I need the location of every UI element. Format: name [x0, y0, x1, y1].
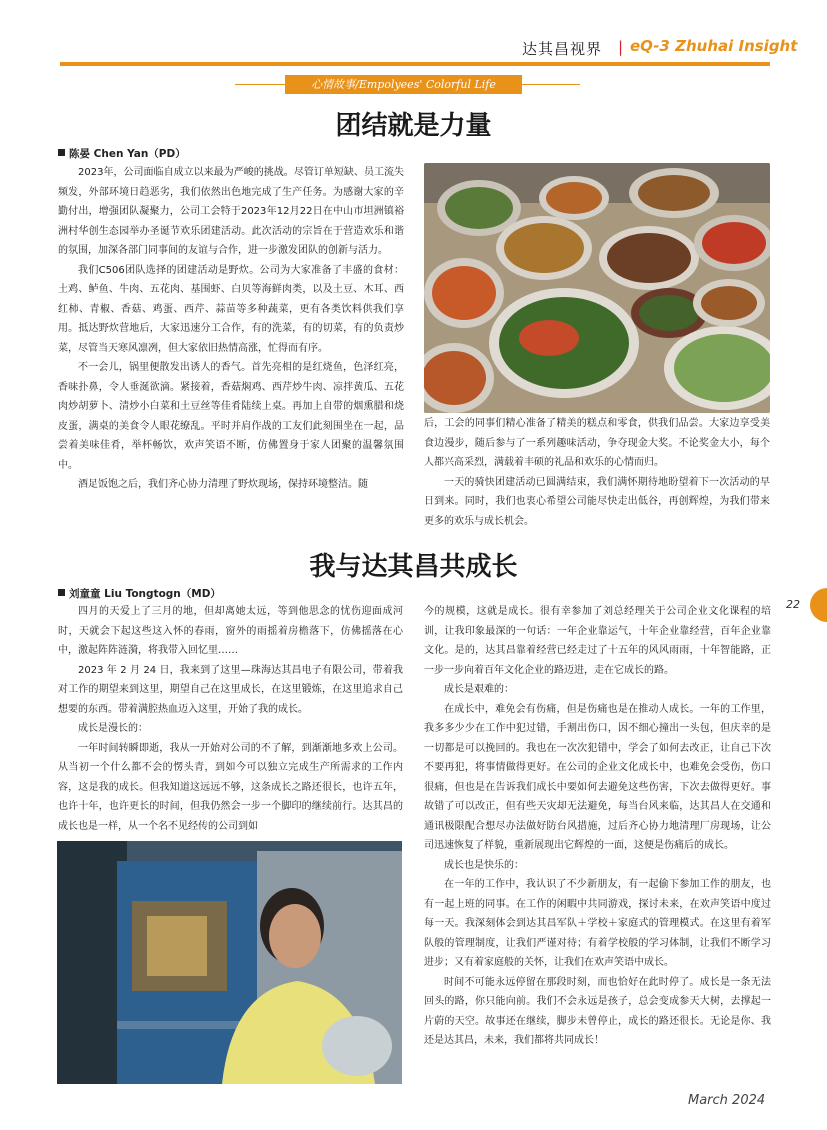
worker-at-machine-photo	[57, 841, 402, 1084]
article1-author	[58, 146, 186, 161]
factory-worker-illustration	[57, 841, 402, 1084]
paragraph: 2023 年 2 月 24 日，我来到了这里—珠海达其昌电子有限公司，带着我对工作的期望来到这里，期望自己在这里成长，在这里锻炼，在这里追求自己想要的东西。带着满腔热血迈入这里，开始了我的成长。	[58, 664, 403, 715]
magazine-name-en: eQ-3 Zhuhai Insight	[630, 37, 798, 55]
paragraph: 在一年的工作中，我认识了不少新朋友，有一起偷下参加工作的朋友，也有一起上班的同事。在工作的闲暇中共同游戏，探讨未来，在欢声笑语中度过每一天。我深刻体会到达其昌军队＋学校＋家庭式的管理模式。在这里有着军队般的管理制度，让我们严谨对待；有着学校般的学习体制，让我们不断学习进步；又有着家庭般的关怀，让我们在欢声笑语中成长。	[424, 879, 771, 968]
paragraph: 四月的天爱上了三月的地，但却离她太远，等到他思念的忧伤迎面成河时，天就会下起这些这入怀的春雨，窗外的雨摇着房檐落下，仿佛摇落在心中，激起阵阵涟漪，将我带入回忆里……	[58, 606, 403, 656]
author-bullet-icon	[58, 149, 65, 156]
paragraph: 成长也是快乐的：	[444, 859, 524, 871]
article1-title: 团结就是力量	[335, 111, 492, 141]
paragraph: 一年时间转瞬即逝，我从一开始对公司的不了解，到渐渐地多欢上公司。从当初一个什么都不会的愣头青，到如今可以独立完成生产所需求的工作内容，这是我的成长。但我知道这远远不够，这条成长之路还很长，也许五年，也许十年，也许更长的时间，但我仍然会一步一个脚印的继续前行。达其昌的成长也是一样，从一个名不见经传的公司到如	[58, 742, 403, 832]
article2-right-column	[424, 602, 771, 1051]
paragraph: 时间不可能永远停留在那段时刻，而也恰好在此时停了。成长是一条无法回头的路，你只能向前。我们不会永远是孩子，总会变成参天大树，去撑起一片蔚的天空。故事还在继续，脚步未曾停止，成长的路还很长。无论是你、我还是达其昌，未来，我们都将共同成长！	[424, 976, 771, 1046]
issue-date: March 2024	[688, 1093, 766, 1108]
food-dishes-illustration	[424, 163, 770, 413]
page-number: 22	[786, 598, 800, 611]
page-tab-marker	[810, 588, 827, 622]
article2-left-column	[58, 602, 403, 836]
article2-title: 我与达其昌共成长	[309, 552, 518, 582]
paragraph: 成长是漫长的：	[78, 723, 148, 734]
paragraph: 我们C506团队选择的团建活动是野炊。公司为大家准备了丰盛的食材：土鸡、鲈鱼、牛肉、五花肉、基围虾、白贝等海鲜肉类，以及土豆、木耳、西红柿、青椒、香菇、鸡蛋、西芹、蒜苗等多种蔬菜，更有各类饮料供我们享用。抵达野炊营地后，大家迅速分工合作，有的洗菜，有的切菜，有的负责炒菜，尽管当天寒风凛冽，但大家依旧热情高涨，忙得而有序。	[58, 264, 404, 354]
article1-author-text: 陈晏 Chen Yan（PD）	[69, 148, 186, 160]
article2-author	[58, 586, 221, 601]
paragraph: 成长是艰难的：	[444, 684, 514, 695]
paragraph: 酒足饭饱之后，我们齐心协力清理了野炊现场，保持环境整洁。随	[78, 479, 368, 490]
header-rule	[60, 62, 770, 66]
article1-right-column	[424, 414, 770, 531]
paragraph: 不一会儿，锅里便散发出诱人的香气。首先亮相的是红烧鱼，色泽红亮，香味扑鼻，令人垂涎欲滴。紧接着，香菇焖鸡、西芹炒牛肉、凉拌黄瓜、五花肉炒胡萝卜、清炒小白菜和土豆丝等佳肴陆续上桌。再加上自带的烟熏腊和烧皮蛋，满桌的美食令人眼花缭乱。平时并肩作战的工友们此刻围坐在一起，品尝着美味佳肴，举杯畅饮，欢声笑语不断，仿佛置身于家人团聚的温馨氛围中。	[58, 362, 404, 471]
paragraph: 今的规模，这就是成长。很有幸参加了刘总经理关于公司企业文化课程的培训，让我印象最深的一句话：一年企业靠运气，十年企业靠经营，百年企业靠文化。是的，达其昌靠着经营已经走过了十五年的风风雨雨，十年智能路，正一步一步向着百年文化企业的路迈进，走在它成长的路。	[424, 606, 771, 676]
author-bullet-icon	[58, 589, 65, 596]
article1-left-column	[58, 163, 404, 495]
header-separator: |	[618, 38, 624, 56]
section-banner: 心情故事/Empolyees' Colorful Life	[285, 75, 522, 94]
paragraph: 后，工会的同事们精心准备了精美的糕点和零食，供我们品尝。大家边享受美食边漫步，随后参与了一系列趣味活动，争夺现金大奖。不论奖金大小，每个人都兴高采烈，满载着丰硕的礼品和欢乐的心情而归。	[424, 418, 770, 468]
team-dinner-photo	[424, 163, 770, 413]
magazine-name-cn: 达其昌视界	[522, 40, 603, 58]
article2-author-text: 刘童童 Liu Tongtogn（MD）	[69, 588, 221, 600]
paragraph: 一天的骑快团建活动已圆满结束，我们满怀期待地盼望着下一次活动的早日到来。同时，我们也衷心希望公司能尽快走出低谷，再创辉煌，为我们带来更多的欢乐与成长机会。	[424, 476, 770, 527]
paragraph: 在成长中，难免会有伤痛，但是伤痛也是在推动人成长。一年的工作里，我多多少少在工作中犯过错，手割出伤口，因不细心撞出一头包，但庆幸的是一切都是可以挽回的。我也在一次次犯错中，学会了如何去改正，让自己下次不要再犯，将事情做得更好。在公司的企业文化成长中，也难免会受伤，伤口很痛，但也是在告诉我们成长中要如何去避免这些伤害，下次去做得更好。事故错了可以改正，但有些天灾却无法避免，每当台风来临，达其昌人在交通和通讯极限配合想尽办法做好防台风措施，过后齐心协力地清理厂房现场，让公司迅速恢复了样貌，重新展现出它辉煌的一面，这便是伤痛后的成长。	[424, 703, 771, 851]
paragraph: 2023年，公司面临自成立以来最为严峻的挑战。尽管订单短缺、员工流失频发，外部环境日趋恶劣，我们依然出色地完成了生产任务。为感谢大家的辛勤付出，增强团队凝聚力，公司工会特于2023年12月22日在中山市坦洲镇裕洲村华创生态园举办圣诞节欢乐团建活动。此次活动的宗旨在于营造欢乐和谐的氛围，加深各部门同事间的友谊与合作，进一步激发团队的创新与活力。	[58, 167, 404, 256]
